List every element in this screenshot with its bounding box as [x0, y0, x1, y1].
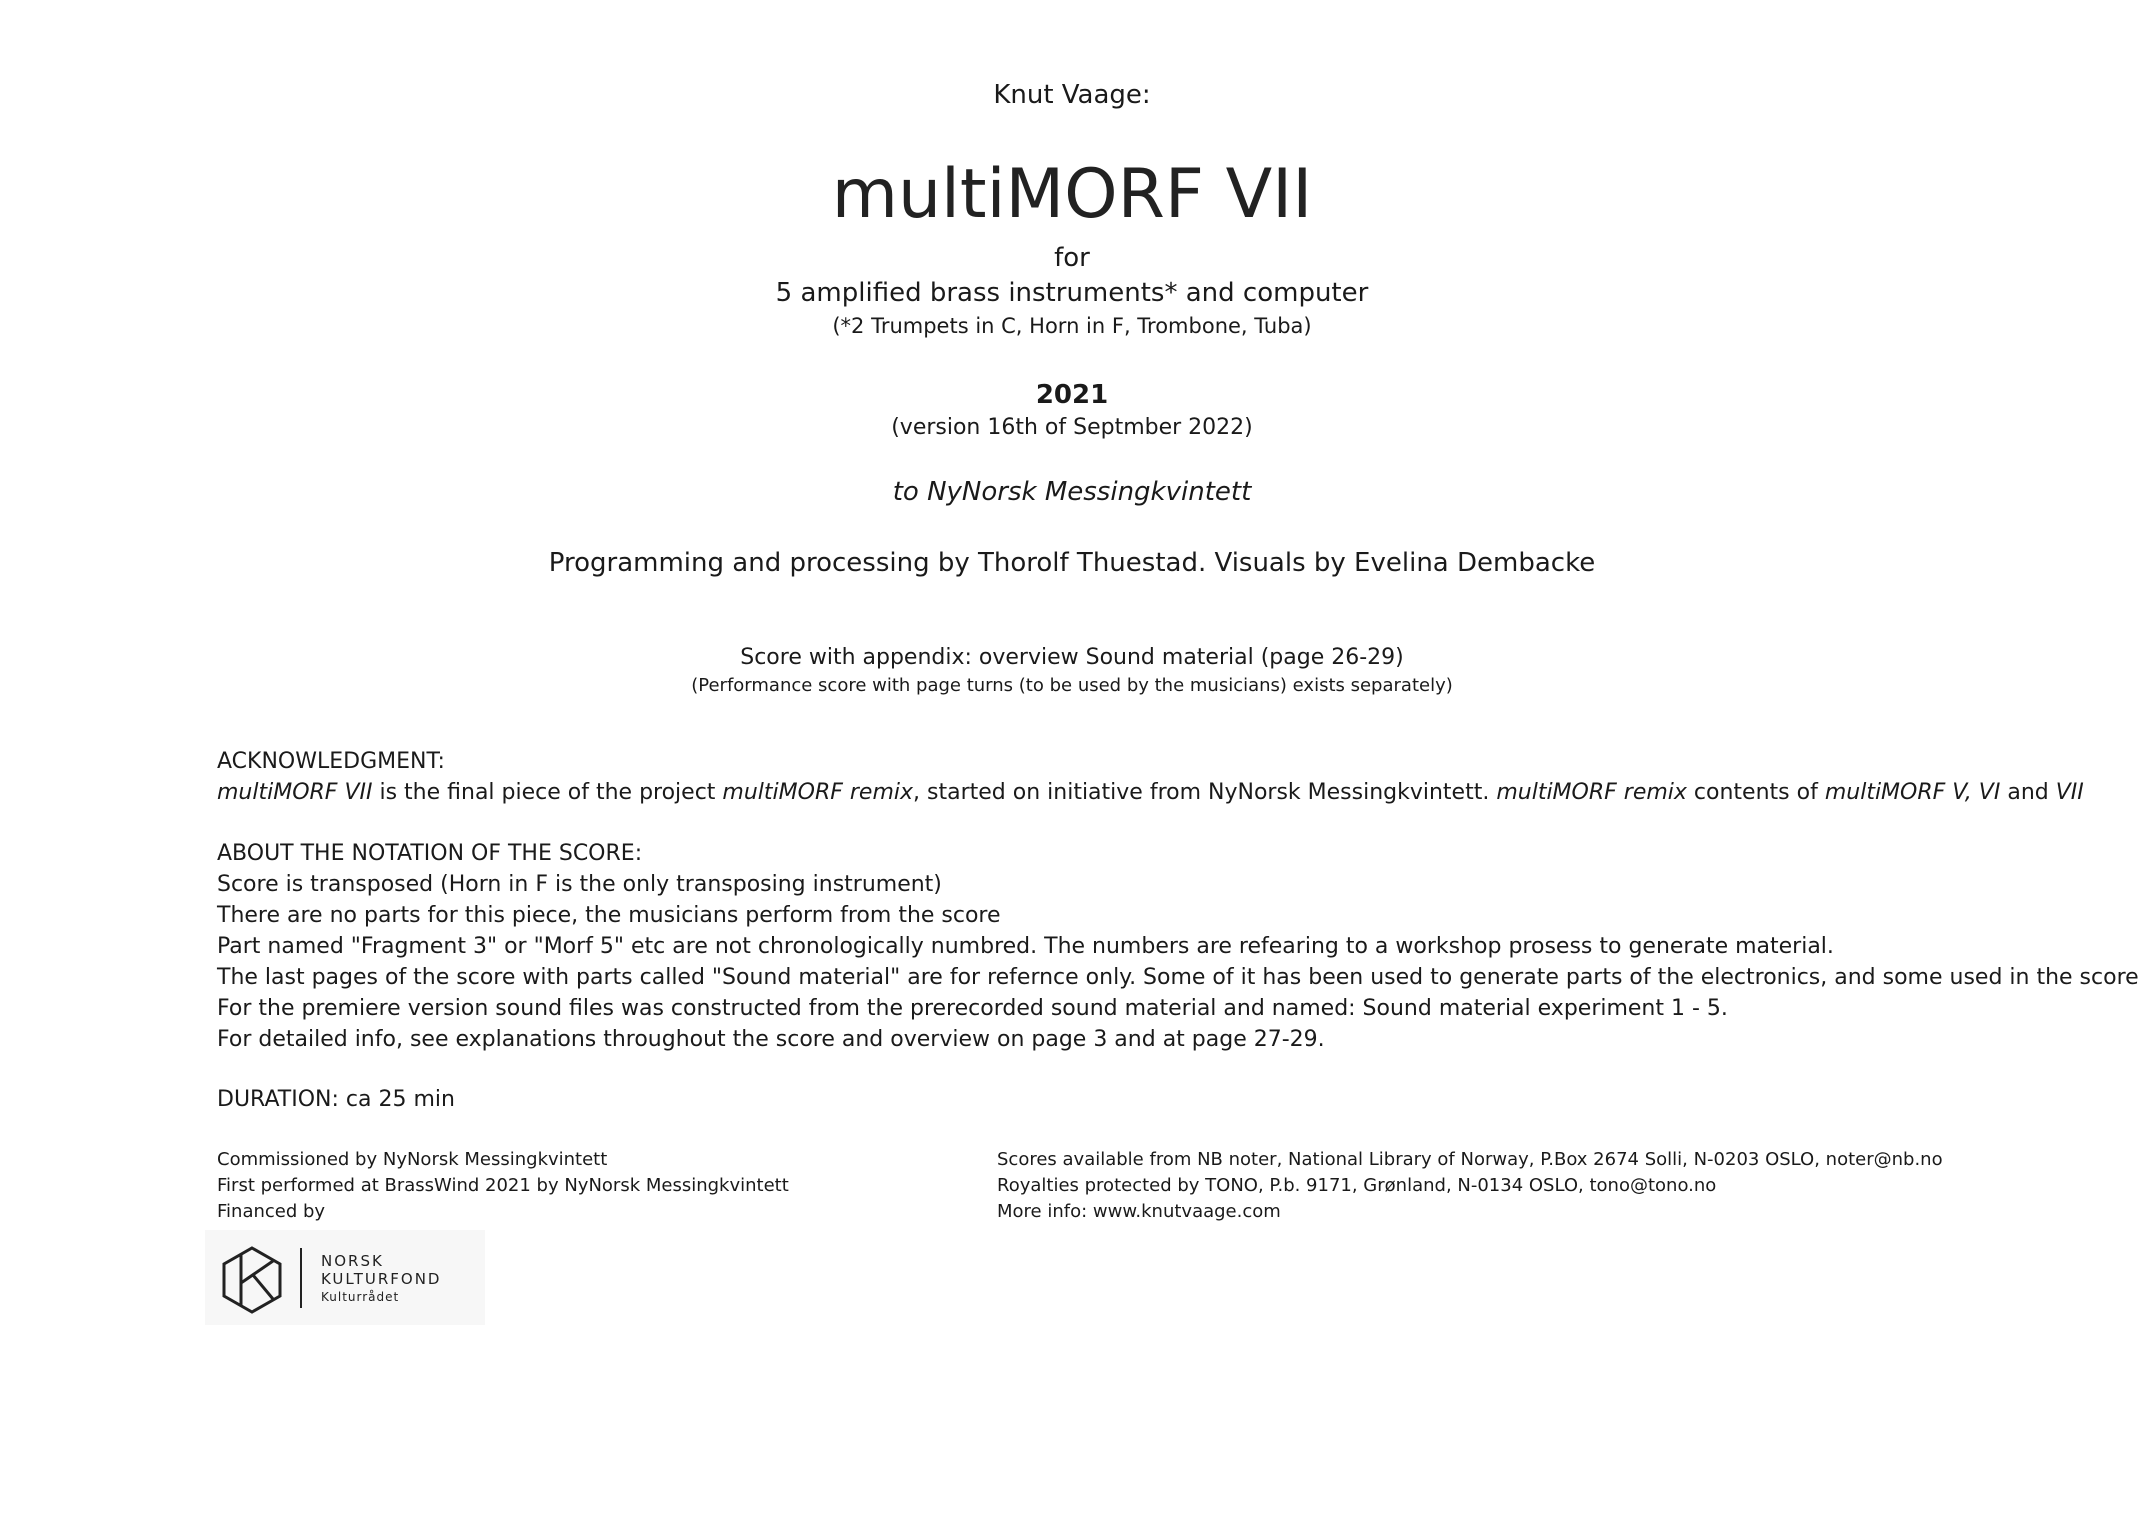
logo-line: KULTURFOND: [321, 1270, 442, 1288]
performance-score-note: (Performance score with page turns (to be used by the musicians) exists separately): [691, 675, 1453, 696]
page-title: multiMORF VII: [831, 155, 1313, 234]
ack-part: and: [2000, 780, 2056, 805]
notation-line: Score is transposed (Horn in F is the only transposing instrument): [217, 872, 942, 897]
ack-part: VII: [2055, 780, 2084, 805]
notation-line: For the premiere version sound files was constructed from the prerecorded sound material and named: Sound material experiment 1 - 5.: [217, 996, 1728, 1021]
instrumentation: 5 amplified brass instruments* and computer: [775, 278, 1369, 308]
duration: DURATION: ca 25 min: [217, 1087, 455, 1112]
ack-part: multiMORF remix: [722, 780, 914, 805]
logo-wordmark: [321, 1252, 441, 1288]
credits: Programming and processing by Thorolf Thuestad. Visuals by Evelina Dembacke: [548, 548, 1596, 578]
footer-publisher-info: [997, 1147, 1943, 1225]
ack-part: multiMORF V, VI: [1824, 780, 2001, 805]
ack-part: multiMORF remix: [1496, 780, 1687, 805]
norsk-kulturfond-logo: [205, 1230, 485, 1325]
version-note: (version 16th of Septmber 2022): [891, 415, 1253, 440]
ack-part: contents of: [1686, 780, 1825, 805]
acknowledgment-heading: ACKNOWLEDGMENT:: [217, 749, 445, 774]
ack-part: , started on initiative from NyNorsk Messingkvintett.: [913, 780, 1497, 805]
for-label: for: [1054, 243, 1090, 273]
ack-part: is the final piece of the project: [372, 780, 723, 805]
instrumentation-note: (*2 Trumpets in C, Horn in F, Trombone, Tuba): [832, 314, 1312, 338]
footer-line: Commissioned by NyNorsk Messingkvintett: [217, 1149, 608, 1170]
norsk-kulturfond-hexagon-k-icon: [217, 1245, 287, 1315]
logo-divider: [300, 1248, 302, 1308]
notation-line: Part named "Fragment 3" or "Morf 5" etc are not chronologically numbred. The numbers are refearing to a workshop prosess to generate material.: [217, 934, 1834, 959]
acknowledgment-section: [217, 746, 2084, 808]
acknowledgment-text: [217, 777, 2084, 808]
logo-subtitle: Kulturrådet: [321, 1290, 400, 1304]
footer-line: First performed at BrassWind 2021 by NyNorsk Messingkvintett: [217, 1175, 789, 1196]
notation-line: For detailed info, see explanations throughout the score and overview on page 3 and at page 27-29.: [217, 1027, 1325, 1052]
notation-line: There are no parts for this piece, the musicians perform from the score: [217, 903, 1001, 928]
ack-part: multiMORF VII: [217, 780, 373, 805]
composer-name: Knut Vaage:: [993, 80, 1151, 110]
logo-line: NORSK: [321, 1252, 384, 1270]
notation-heading: ABOUT THE NOTATION OF THE SCORE:: [217, 841, 643, 866]
footer-line: More info: www.knutvaage.com: [997, 1201, 1281, 1222]
footer-line: Scores available from NB noter, National Library of Norway, P.Box 2674 Solli, N-0203 OSLO, noter@nb.no: [997, 1149, 1943, 1170]
footer-commission-info: [217, 1147, 789, 1225]
composition-year: 2021: [1035, 380, 1109, 410]
dedication: to NyNorsk Messingkvintett: [892, 477, 1252, 507]
appendix-note: Score with appendix: overview Sound material (page 26-29): [740, 645, 1404, 670]
notation-section: [217, 838, 2139, 1055]
footer-line: Financed by: [217, 1201, 326, 1222]
footer-line: Royalties protected by TONO, P.b. 9171, Grønland, N-0134 OSLO, tono@tono.no: [997, 1175, 1717, 1196]
notation-line: The last pages of the score with parts called "Sound material" are for refernce only. Some of it has been used to generate parts of the electronics, and some used in the score: [217, 965, 2139, 990]
